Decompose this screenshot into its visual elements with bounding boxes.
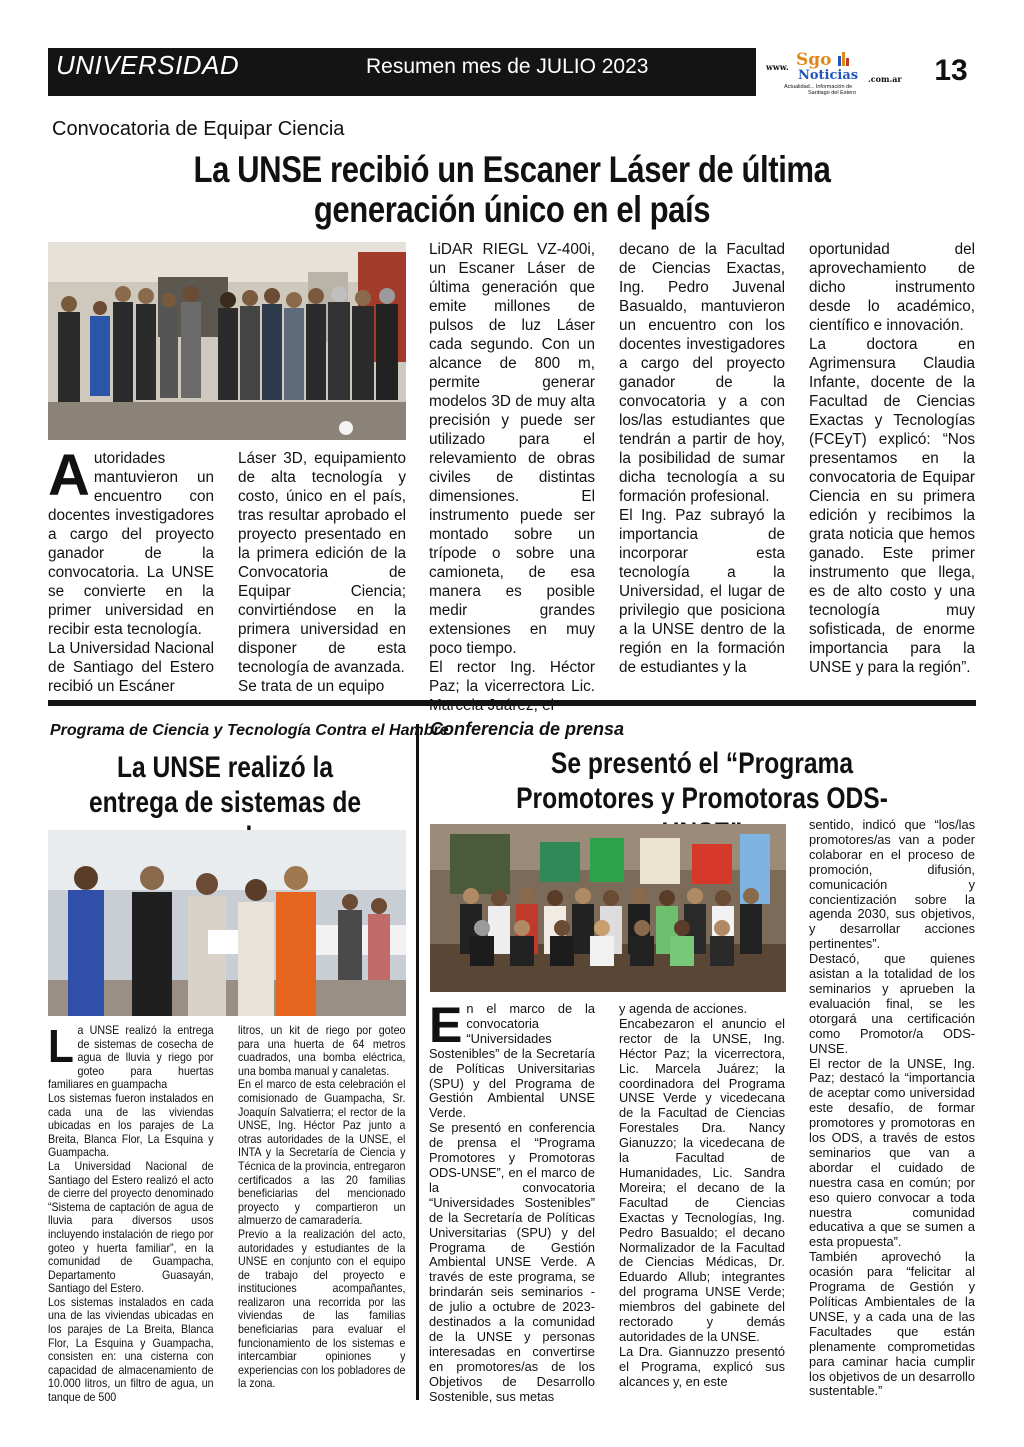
top-article-col-2: [238, 449, 406, 696]
paragraph: Láser 3D, equipamiento de alta tecnología y costo, único en el país, tras resultar aprobado el proyecto presentado en la primera edición de la Convocatoria de Equipar Ciencia; convirtiéndose en la primera universidad en disponer de esta tecnología de avanzada.: [238, 450, 406, 676]
left-article-col-2: [238, 1024, 405, 1391]
paragraph: oportunidad del aprovechamiento de dicho instrumento desde lo académico, científico e innovación.: [809, 241, 975, 334]
column-divider: [416, 724, 419, 1400]
paragraph: La Universidad Nacional de Santiago del Estero realizó el acto de cierre del proyecto denominado “Sistema de captación de agua de lluvia para diversos usos incluyendo instalación de riego por goteo y huerta familiar”, en la comunidad de Guampacha, Departamento Guasayán, Santiago del Estero.: [48, 1159, 214, 1296]
scanner-group-photo: [48, 242, 406, 440]
paragraph: LiDAR RIEGL VZ-400i, un Escaner Láser de última generación que emite millones de pulsos de luz Láser cada segundo. Con un alcance de 800 m, permite generar modelos 3D de muy alta precisión y puede ser utilizado para el relevamiento de obras civiles de distintas dimensiones. El instrumento puede ser montado sobre un trípode o sobre una camioneta, de esa manera es posible medir grandes extensiones en muy poco tiempo.: [429, 241, 595, 657]
top-article-headline: La UNSE recibió un Escaner Láser de última generación único en el país: [193, 149, 831, 230]
paragraph: Destacó, que quienes asistan a la totalidad de los seminarios y aprueben la evaluación final, se les otorgará una certificación como Promotor/a ODS-UNSE.: [809, 951, 975, 1056]
paragraph: litros, un kit de riego por goteo para una huerta de 64 metros cuadrados, una bomba eléctrica, una bomba manual y canaletas.: [238, 1024, 406, 1078]
logo-www: www.: [766, 62, 789, 72]
logo-sgo: Sgo: [796, 50, 832, 70]
top-article-col-4: [619, 240, 785, 677]
paragraph: La Universidad Nacional de Santiago del Estero recibió un Escáner: [48, 640, 214, 695]
left-article-col-1: [48, 1020, 214, 1405]
header-summary: Resumen mes de JULIO 2023: [366, 55, 649, 78]
paragraph: En el marco de esta celebración el comisionado de Guampacha, Sr. Joaquín Salvatierra; el rector de la UNSE, Ing. Héctor Paz junto a otras autoridades de la UNSE, el INTA y la Secretaría de Ciencia y Técnica de la provincia, entregaron certificados a las 20 familias beneficiarias del mencionado proyecto y compartieron un almuerzo de camaradería.: [238, 1078, 406, 1228]
paragraph: utoridades mantuvieron un encuentro con docentes investigadores a cargo del proyecto ganador de la convocatoria. La UNSE se convierte en la primer universidad en recibir esta tecnología.: [48, 450, 214, 638]
right-article-col-1: [429, 997, 595, 1404]
press-conference-photo: [430, 824, 786, 992]
right-article-headline: Se presentó el “Programa Promotores y Promotoras ODS-: [516, 747, 888, 815]
top-article-col-5: [809, 240, 975, 677]
left-article-kicker: Programa de Ciencia y Tecnología Contra el Hambre: [50, 722, 449, 739]
left-article-headline: La UNSE realizó la entrega de sistemas de: [88, 751, 362, 819]
dropcap-e: E: [429, 997, 463, 1053]
logo-domain: .com.ar: [868, 74, 902, 84]
top-article-kicker: Convocatoria de Equipar Ciencia: [52, 118, 345, 140]
right-article-col-3: [809, 818, 975, 1399]
section-name: UNIVERSIDAD: [56, 50, 240, 80]
paragraph: La doctora en Agrimensura Claudia Infante, docente de la Facultad de Ciencias Exactas y Tecnologías (FCEyT) explicó: “Nos presentamos en la convocatoria de Equipar Ciencia en su primera edición y recibimos la grata noticia que hemos ganado. Este primer instrumento que llega, es de alto costo y una tecnología muy sofisticada, de enorme importancia para la UNSE y para la región”.: [809, 336, 975, 676]
paragraph: Se trata de un equipo: [238, 678, 385, 695]
right-article-kicker: Conferencia de prensa: [430, 719, 625, 739]
paragraph: El rector Ing. Héctor Paz; la vicerrectora Lic.: [429, 659, 595, 695]
sgo-noticias-logo[interactable]: [766, 50, 916, 96]
paragraph: La Dra. Giannuzzo presentó el Programa, explicó sus alcances y, en este: [619, 1343, 785, 1389]
paragraph: Encabezaron el anuncio el rector de la UNSE, Ing. Héctor Paz; la vicerrectora, Lic. Marcela Juárez; la coordinadora del Programa UNSE Verde y vicedecana de la Facultad de Ciencias Forestales Dra. Nancy Gianuzzo; la vicedecana de la Facultad de Humanidades, Lic. Sandra Moreira; el decano de la Facultad de Ciencias Exactas y Tecnologías, Ing. Pedro Basualdo; el decano Normalizador de la Facultad de Ciencias Médicas, Dr. Eduardo Allub; integrantes del programa UNSE Verde; miembros del gabinete del rectorado y demás autoridades de la UNSE.: [619, 1015, 785, 1344]
logo-bars-icon: [838, 52, 850, 66]
logo-noticias: Noticias: [798, 68, 859, 83]
paragraph: El Ing. Paz subrayó la importancia de incorporar esta tecnología a la Universidad, el lugar de privilegio que posiciona a la UNSE dentro de la región en la formación de estudiantes y la: [619, 507, 785, 676]
section-divider: [48, 700, 976, 706]
top-article-col-3: [429, 240, 595, 715]
paragraph: Previo a la realización del acto, autoridades y estudiantes de la UNSE en conjunto con el equipo de trabajo del proyecto e instituciones acompañantes, realizaron una recorrida por las viviendas de las familias beneficiarias para evaluar el funcionamiento de los sistemas e intercambiar opiniones y experiencias con los pobladores de la zona.: [238, 1227, 406, 1391]
paragraph: a UNSE realizó la entrega de sistemas de cosecha de agua de lluvia y riego por goteo para huertas familiares en guampacha: [48, 1024, 214, 1092]
logo-tagline: Actualidad... Información de: [784, 84, 853, 90]
paragraph: También aprovechó la ocasión para “felicitar al Programa de Gestión y Políticas Ambientales de la UNSE, y a cada una de las Facultades que están plenamente comprometidas para caminar hacia cumplir los objetivos de un desarrollo sustentable.”: [809, 1249, 975, 1399]
page-number: 13: [934, 54, 968, 87]
dropcap-l: L: [48, 1020, 74, 1072]
logo-tagline-2: Santiago del Estero: [808, 90, 857, 96]
dropcap-a: A: [48, 443, 90, 508]
right-article-col-2: [619, 1002, 785, 1390]
paragraph: decano de la Facultad de Ciencias Exactas, Ing. Pedro Juvenal Basualdo, mantuvieron un encuentro con los docentes investigadores a cargo del proyecto ganador de la convocatoria y a con los/las estudiantes que tendrán a partir de hoy, la posibilidad de sumar dicha tecnología a su formación profesional.: [619, 241, 785, 505]
paragraph: sentido, indicó que “los/las promotores/as van a poder colaborar en el proceso de promoción, difusión, comunicación y concientización sobre la agenda 2030, sus objetivos, y desarrollar acciones pertinentes”.: [809, 817, 975, 952]
paragraph: y agenda de acciones.: [619, 1001, 748, 1016]
paragraph: El rector de la UNSE, Ing. Paz; destacó la “importancia de aceptar como universidad este desafío, de formar promotores y promotoras en los ODS, a través de estos seminarios que van a abordar el cuidado de nuestra casa en común; por eso quiero convocar a toda nuestra comunidad educativa a que se sumen a esta propuesta”.: [809, 1055, 975, 1250]
paragraph: Se presentó en conferencia de prensa el “Programa Promotores y Promotoras ODS-UNSE”, en el marco de la convocatoria “Universidades Sostenibles” de la Secretaría de Políticas Universitarias (SPU) y del Programa de Gestión Ambiental UNSE Verde. A través de este programa, se brindarán seis seminarios - de julio a octubre de 2023- destinados a la comunidad de la UNSE y personas interesadas en convertirse en promotores/as de los Objetivos de Desarrollo Sostenible, sus metas: [429, 1120, 595, 1404]
paragraph: Los sistemas fueron instalados en cada una de las viviendas ubicadas en los parajes de La Breita, Blanca Flor, La Esquina y Guampacha.: [48, 1091, 214, 1160]
harvest-ceremony-photo: [48, 830, 406, 1016]
paragraph: Los sistemas instalados en cada una de las viviendas ubicadas en los parajes de La Breita, Blanca Flor, La Esquina y Guampacha, consisten en: una cisterna con capacidad de almacenamiento de 10.000 litros, un filtro de agua, un tanque de 500: [48, 1295, 214, 1405]
top-article-col-1: [48, 443, 214, 696]
paragraph: n el marco de la convocatoria “Universidades Sostenibles” de la Secretaría de Políticas Universitarias (SPU) y del Programa de Gestión Ambiental UNSE Verde.: [429, 1001, 595, 1121]
